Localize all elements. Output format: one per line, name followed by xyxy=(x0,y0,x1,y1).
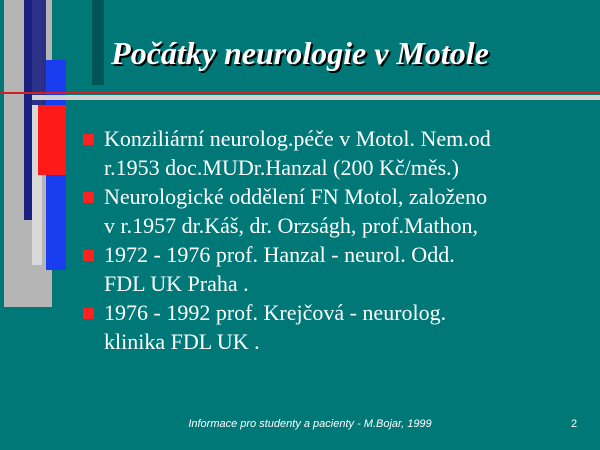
bullet-text-line: v r.1957 dr.Káš, dr. Orzságh, prof.Mathon, xyxy=(104,213,478,238)
bullet-item xyxy=(80,240,590,298)
bullet-square-icon xyxy=(83,250,94,261)
bullet-square-icon xyxy=(83,308,94,319)
bullet-text-line: 1976 - 1992 prof. Krejčová - neurolog. xyxy=(104,300,447,325)
bullet-text-line: FDL UK Praha . xyxy=(104,271,249,296)
bullet-list xyxy=(80,124,590,356)
footer-credit: Informace pro studenty a pacienty - M.Bojar, 1999 xyxy=(188,418,432,430)
bullet-text-line: r.1953 doc.MUDr.Hanzal (200 Kč/měs.) xyxy=(104,155,459,180)
bullet-text-line: 1972 - 1976 prof. Hanzal - neurol. Odd. xyxy=(104,242,455,267)
bullet-item xyxy=(80,182,590,240)
title-underline-red xyxy=(0,92,600,94)
bullet-item xyxy=(80,124,590,182)
bullet-text-line: Konziliární neurolog.péče v Motol. Nem.od xyxy=(104,126,491,151)
bullet-square-icon xyxy=(83,134,94,145)
page-number: 2 xyxy=(571,418,578,430)
title-underline-gray xyxy=(32,95,600,100)
bullet-text-line: klinika FDL UK . xyxy=(104,329,260,354)
decorative-bar-red xyxy=(38,105,66,175)
bullet-item xyxy=(80,298,590,356)
bullet-text-line: Neurologické oddělení FN Motol, založeno xyxy=(104,184,488,209)
slide-title: Počátky neurologie v Motole xyxy=(111,35,489,71)
bullet-square-icon xyxy=(83,192,94,203)
